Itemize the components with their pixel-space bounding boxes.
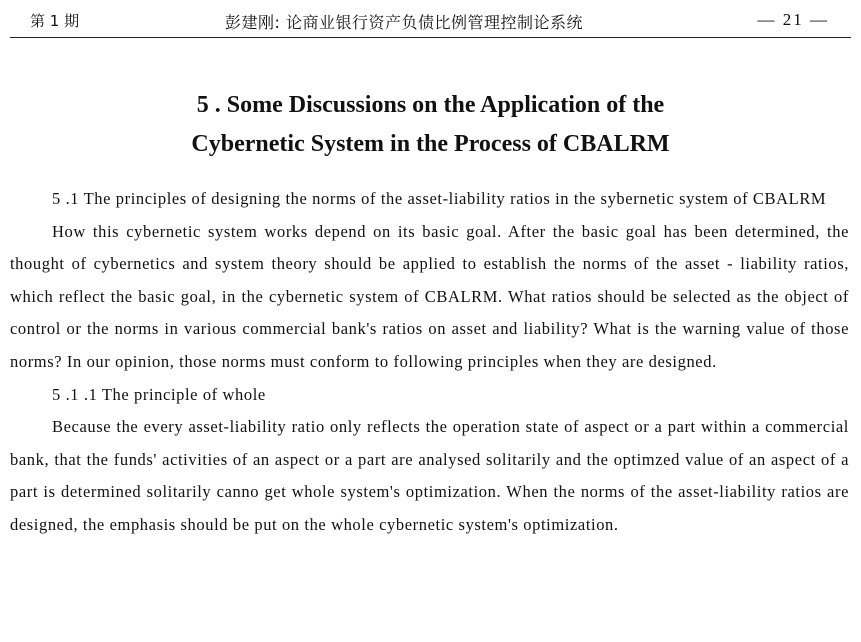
section-heading-line-1: 5 . Some Discussions on the Application of the	[196, 92, 665, 118]
page-number: — 21 —	[757, 10, 829, 29]
header-rule	[10, 37, 851, 38]
section-heading-line-2: Cybernetic System in the Process of CBALRM	[191, 131, 670, 157]
issue-number: 第 1 期	[30, 12, 80, 30]
running-title: 彭建刚: 论商业银行资产负债比例管理控制论系统	[225, 13, 583, 32]
body-text	[10, 183, 849, 542]
paragraph: Because the every asset-liability ratio only reflects the operation state of aspect or a part within a commercial bank, that the funds' activities of an aspect or a part are analysed solitarily and the optimzed value of an aspect of a part is determined solitarily canno get whole system's optimization. When the norms of the asset-liability ratios are designed, the emphasis should be put on the whole cybernetic system's optimization.	[10, 417, 849, 534]
subsection-heading-5-1: 5 .1 The principles of designing the norms of the asset-liability ratios in the sybernetic system of CBALRM	[52, 189, 827, 208]
subsection-heading-5-1-1: 5 .1 .1 The principle of whole	[52, 384, 266, 404]
paragraph: How this cybernetic system works depend on its basic goal. After the basic goal has been determined, the thought of cybernetics and system theory should be applied to establish the norms of the asset - liability ratios, which reflect the basic goal, in the cybernetic system of CBALRM. What ratios should be selected as the object of control or the norms in various commercial bank's ratios on asset and liability? What is the warning value of those norms? In our opinion, those norms must conform to following principles when they are designed.	[10, 221, 849, 371]
running-header	[10, 8, 851, 34]
section-heading	[0, 86, 861, 164]
